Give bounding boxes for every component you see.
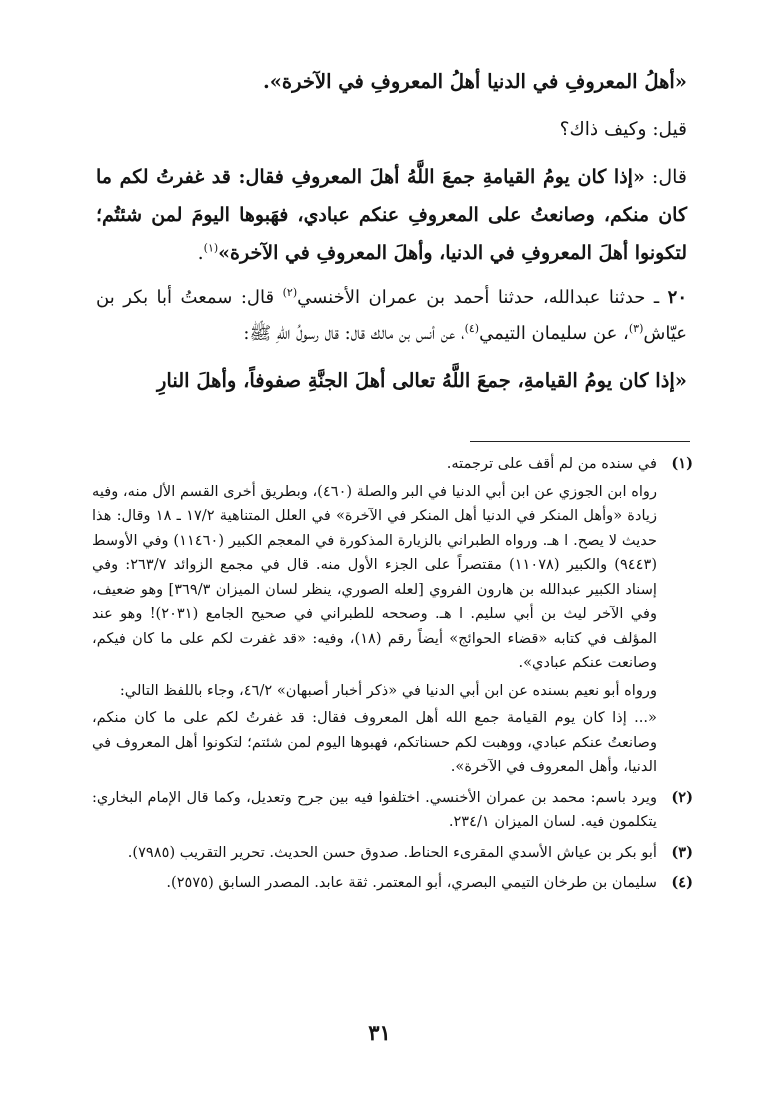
footnote-body	[92, 841, 657, 869]
answer-paragraph	[96, 158, 687, 272]
footnote-body	[92, 452, 657, 783]
answer-label: قال:	[651, 166, 687, 188]
isnad-part-3: ، عن سليمان التيمي	[479, 323, 629, 344]
isnad-part-1: ـ حدثنا عبدالله، حدثنا أحمد بن عمران الأخنسي	[297, 287, 660, 308]
footnote-ref-4[interactable]: (٤)	[464, 322, 480, 335]
hadith-text: «إذا كان يومُ القيامةِ، جمعَ اللَّهُ تعالى أهلَ الجنَّةِ صفوفاً، وأهلَ النارِ	[157, 369, 687, 392]
footnote-ref-3[interactable]: (٣)	[628, 322, 644, 335]
footnote-paragraph: ويرد باسم: محمد بن عمران الأخنسي. اختلفوا فيه بين جرح وتعديل، وكما قال الإمام البخاري: يتكلمون فيه. لسان الميزان ٢٣٤/١.	[92, 788, 657, 830]
isnad-part-2: قال: سمعتُ أبا بكر بن عيّاش	[96, 287, 687, 344]
footnote-paragraph: رواه ابن الجوزي عن ابن أبي الدنيا في البر والصلة (٤٦٠)، وبطريق أخرى القسم الأل منه، وفيه زيادة «وأهل المنكر في الدنيا أهل المنكر في الآخرة» في العلل المتناهية ١٧/٢ ـ ١٨ وقال: هذا حديث لا يصح. ا هـ. ورواه الطبراني بالزيارة المذكورة في المعجم الكبير (١١٤٦٠) وفي الأوسط (٩٤٤٣) والكبير (١١٠٧٨) مقتصراً على الجزء الأول منه. قال في مجمع الزوائد ٢٦٣/٧: وفي إسناد الكبير عبدالله بن هارون الفروي [لعله الصوري، ينظر لسان الميزان ٣٦٩/٣] وهو ضعيف، وفي الآخر ليث بن أبي سليم. ا هـ. وصححه للطبراني في صحيح الجامع (٢٠٣١)! وهو عند المؤلف في كتابه «قضاء الحوائج» أيضاً رقم (١٨)، وفيه: «قد غفرت لكم على ما كان فيكم، وصانعت عنكم عبادي».	[92, 482, 658, 671]
footnote-3	[92, 841, 693, 869]
footnote-number: (٣)	[671, 843, 693, 861]
isnad-paragraph	[96, 280, 687, 352]
answer-end: .	[197, 242, 204, 264]
footnote-1	[92, 452, 693, 783]
footnote-ref-2[interactable]: (٢)	[282, 286, 298, 299]
footnote-body	[92, 786, 657, 838]
hadith-continuation: «أهلُ المعروفِ في الدنيا أهلُ المعروفِ في الآخرة».	[262, 70, 687, 93]
footnote-separator	[470, 441, 690, 442]
footnotes	[92, 452, 693, 902]
footnote-2	[92, 786, 693, 838]
footnote-paragraph: ورواه أبو نعيم بسنده عن ابن أبي الدنيا في «ذكر أخبار أصبهان» ٤٦/٢، وجاء باللفظ التالي:	[119, 681, 657, 699]
question-line: قيل: وكيف ذاك؟	[559, 119, 687, 140]
hadith-number: ٢٠	[667, 287, 687, 308]
answer-body: «إذا كان يومُ القيامةِ جمعَ اللَّهُ أهلَ المعروفِ فقال: قد غفرتُ لكم ما كان منكم، وصانعتُ على المعروفِ عنكم عبادي، فهَبوها اليومَ لمن شئتُم؛ لتكونوا أهلَ المعروفِ في الدنيا، وأهلَ المعروفِ في الآخرة»	[96, 166, 687, 264]
footnote-paragraph: سليمان بن طرخان التيمي البصري، أبو المعتمر. ثقة عابد. المصدر السابق (٢٥٧٥).	[166, 874, 657, 891]
footnote-paragraph: في سنده من لم أقف على ترجمته.	[446, 455, 657, 472]
footnote-paragraph: أبو بكر بن عياش الأسدي المقرىء الحناط. صدوق حسن الحديث. تحرير التقريب (٧٩٨٥).	[127, 843, 657, 861]
footnote-number: (١)	[671, 455, 693, 472]
footnote-4	[92, 871, 693, 899]
main-text	[96, 62, 687, 400]
footnote-paragraph: «... إذا كان يوم القيامة جمع الله أهل المعروف فقال: قد غفرتُ لكم على ما كان منكم، وصانعتُ عنكم عبادي، ووهبت لكم حسناتكم، فهبوها اليوم لمن شئتم؛ لتكونوا أهل المعروف في الدنيا، وأهل المعروف في الآخرة».	[92, 709, 657, 775]
footnote-body	[92, 871, 657, 899]
footnote-number: (٢)	[671, 788, 693, 806]
isnad-part-4: ، عن أنس بن مالك قال: قال رسولُ اللّهِ ﷺ:	[243, 323, 465, 344]
footnote-ref-1[interactable]: (١)	[203, 241, 219, 255]
page-number: ٣١	[368, 1020, 391, 1045]
footnote-number: (٤)	[671, 874, 693, 891]
